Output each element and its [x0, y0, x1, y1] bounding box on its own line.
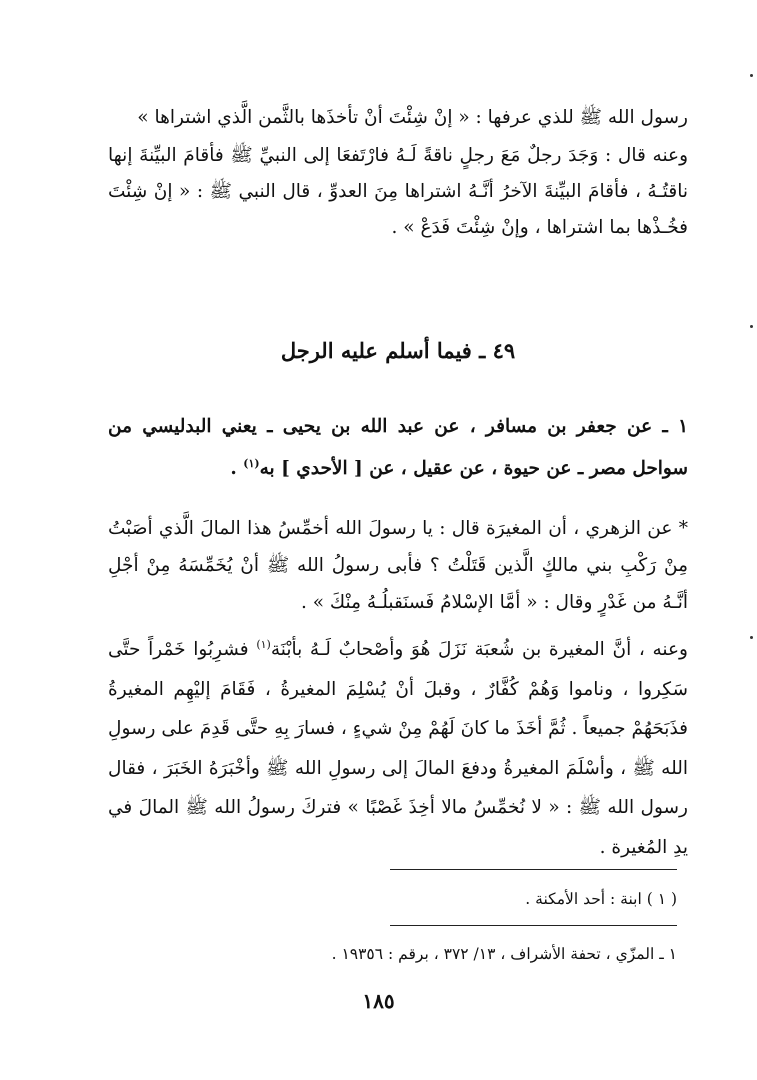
hadith-text-start: وعنه ، أنَّ المغيرة بن شُعبَة نَزَلَ هُوَ وأصْحابٌ لَـهُ بأبْنَة — [270, 639, 688, 661]
isnad-text: ١ ـ عن جعفر بن مسافر ، عن عبد الله بن يحيى ـ يعني البدليسي من سواحل مصر ـ عن حيوة ، عن عقيل ، عن [ الأحدي ] به — [108, 416, 688, 480]
hadith-text-rest: فشرِبُوا خَمْراً حتَّى سَكِروا ، وناموا وَهُمْ كُفَّارٌ ، وقبلَ أنْ يُسْلِمَ المغيرةُ ، فَقَامَ إليْهِم المغيرةُ فذَبَحَهُمْ جميعاً . ثُمَّ أخَذَ ما كانَ لَهُمْ مِنْ شيءٍ ، فسارَ بِهِ حتَّى قَدِمَ على رسولِ الله ﷺ ، وأسْلَمَ المغيرةُ ودفعَ المالَ إلى رسولِ الله ﷺ وأخْبَرَهُ الخَبَرَ ، فقال رسول الله ﷺ : « لا نُخمِّسُ مالا أخِذَ غَصْبًا » فتركَ رسولُ الله ﷺ المالَ في يدِ المُغيرة . — [108, 639, 688, 858]
continued-hadith-line: رسول الله ﷺ للذي عرفها : « إنْ شِئْتَ أنْ تأخذَها بالثَّمن الَّذي اشتراها » — [137, 107, 688, 128]
continued-text — [108, 100, 688, 246]
scan-speck — [750, 636, 753, 639]
isnad-paragraph — [108, 408, 688, 487]
scan-speck — [750, 325, 753, 328]
footnote-definition: ( ١ ) ابنة : أحد الأمكنة . — [525, 890, 677, 908]
footnote-divider — [390, 869, 677, 870]
chapter-heading: ٤٩ ـ فيما أسلم عليه الرجل — [280, 338, 516, 363]
isnad-end: . — [230, 458, 244, 480]
reference-divider — [390, 925, 677, 926]
footnote-marker: (١) — [256, 638, 271, 651]
footnote-marker: (١) — [243, 457, 260, 470]
reference-note: ١ ـ المزّي ، تحفة الأشراف ، ١٣/ ٣٧٢ ، برقم : ١٩٣٥٦ . — [331, 945, 677, 963]
page-number: ١٨٥ — [362, 989, 395, 1013]
scan-speck — [750, 74, 753, 77]
hadith-paragraph-zuhri: * عن الزهري ، أن المغيرَة قال : يا رسولَ الله أخمِّسُ هذا المالَ الَّذي أصَبْتُ مِنْ رَكْبِ بني مالكٍ الَّذين قَتَلْتُ ؟ فأبى رسولُ الله ﷺ أنْ يُخَمِّسَهُ مِنْ أجْلِ أنَّـهُ من غَدْرٍ وقال : « أمَّا الإسْلامُ فَسنَقبلُـهُ مِنْكَ » . — [108, 518, 688, 613]
hadith-paragraph: وعنه قال : وَجَدَ رجلٌ مَعَ رجلٍ ناقةً لَـهُ فارْتَفعَا إلى النبيِّ ﷺ فأقامَ البيِّنةَ إنها ناقتُـهُ ، فأقامَ البيِّنةَ الآخرُ أنَّـهُ اشتراها مِنَ العدوِّ ، قال النبي ﷺ : « إنْ شِئْتَ فخُـذْها بما اشتراها ، وإنْ شِئْتَ فَدَعْ » . — [108, 145, 688, 238]
hadith-paragraph-mughira — [108, 625, 688, 867]
